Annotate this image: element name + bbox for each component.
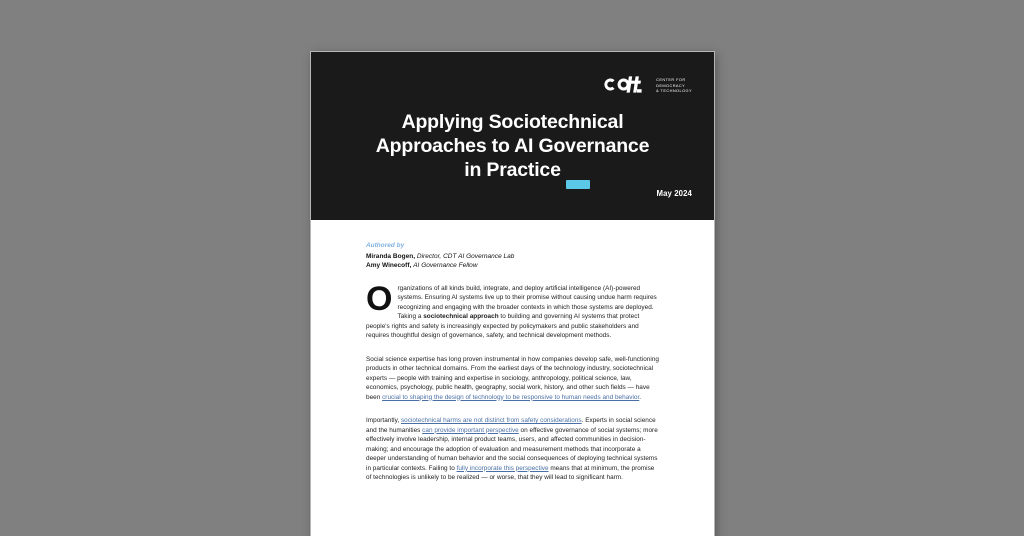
body-text: means that at minimum, the promise of technologies is unlikely to be realized — or worse, that they will lead to significant harm. — [366, 464, 655, 481]
author-name: Amy Winecoff, — [366, 261, 412, 269]
author-name: Miranda Bogen, — [366, 252, 416, 260]
cdt-logo-wordmark — [656, 76, 692, 94]
inline-link[interactable]: fully incorporate this perspective — [456, 464, 549, 472]
body-paragraph — [366, 279, 661, 341]
author-role: Director, CDT AI Governance Lab — [416, 252, 515, 260]
inline-link[interactable]: can provide important perspective — [422, 426, 519, 434]
author-role: AI Governance Fellow — [413, 261, 478, 269]
inline-link[interactable]: sociotechnical harms are not distinct from safety considerations — [400, 417, 582, 424]
body-text: on effective governance of social systems; more effectively involve leadership, internal product teams, users, and affected communities in decision-making; and encourage the adoption of evaluation and measurement methods that incorporate a deeper understanding of human behavior and the social consequences of deploying technical systems in particular contexts. Failing to — [366, 426, 658, 472]
drop-cap: O — [366, 279, 393, 318]
body-paragraph — [366, 416, 661, 483]
inline-link[interactable]: crucial to shaping the design of technology to be responsive to human needs and behavior — [382, 393, 640, 401]
document-page — [311, 52, 714, 536]
cover-header — [311, 52, 714, 220]
authored-by-label: Authored by — [366, 242, 405, 249]
body-text: . — [639, 393, 642, 401]
emphasis-text: sociotechnical approach — [423, 313, 499, 320]
body-text: . Experts in social science and the humanities — [366, 417, 656, 434]
author-entry — [366, 252, 661, 261]
title-line-1: Applying Sociotechnical — [401, 111, 624, 133]
author-entry — [366, 261, 661, 270]
cdt-logo-line-3: & TECHNOLOGY — [656, 88, 692, 94]
body-text: Social science expertise has long proven instrumental in how companies develop safe, well-functioning products in other technical domains. From the earliest days of the technology industry, sociotechnical experts — people with training and expertise in sociology, anthropology, political science, law, economics, psychology, public health, geography, social work, history, and other such fields — have been — [366, 355, 659, 401]
title-line-3: in Practice — [464, 159, 561, 181]
document-title — [311, 110, 714, 182]
body-text: Importantly, — [366, 417, 401, 424]
title-accent-bar — [566, 180, 590, 189]
body-text: to building and governing AI systems that protect people's rights and safety is increasingly expected by policymakers and public stakeholders and requires thoughtful design of governance, safety, and technical development methods. — [366, 313, 640, 339]
publication-date: May 2024 — [656, 189, 692, 198]
body-text: rganizations of all kinds build, integrate, and deploy artificial intelligence (AI)-powered systems. Ensuring AI systems live up to their promise without causing undue harm requires recognizing and engaging with the broader contexts in which those systems are deployed. Taking a — [397, 284, 657, 320]
body-paragraph — [366, 355, 661, 403]
title-line-2: Approaches to AI Governance — [375, 135, 650, 157]
cdt-logo — [604, 76, 692, 94]
cdt-logo-line-2: DEMOCRACY — [656, 82, 686, 88]
cdt-logomark-icon — [604, 76, 650, 93]
cdt-logo-line-1: CENTER FOR — [656, 77, 686, 82]
document-body — [311, 220, 714, 483]
